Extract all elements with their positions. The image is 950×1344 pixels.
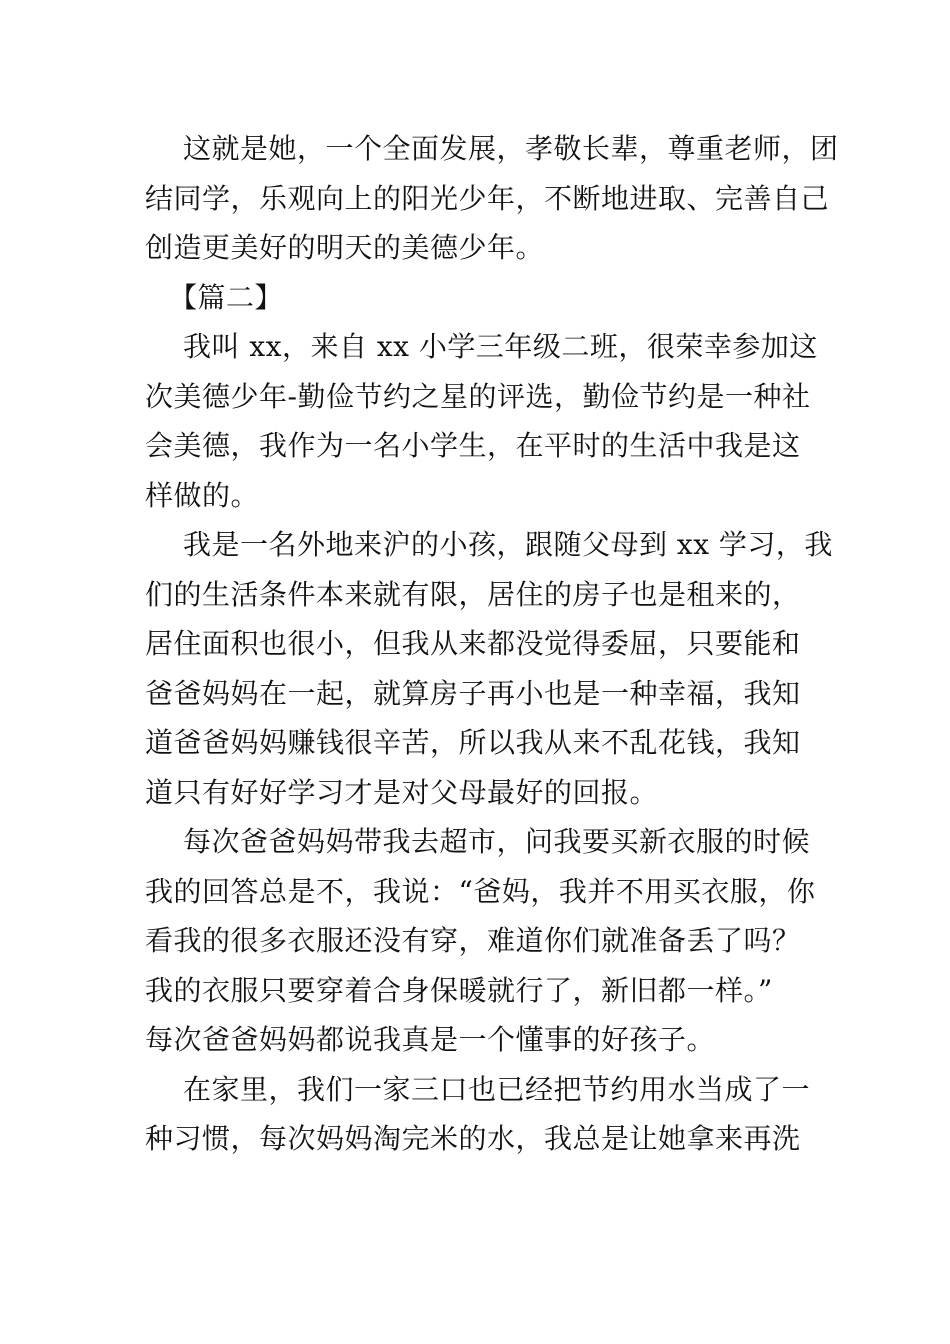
paragraph-1	[145, 124, 839, 273]
text-line: 爸爸妈妈在一起，就算房子再小也是一种幸福，我知	[145, 676, 801, 710]
paragraph-4	[145, 817, 816, 1065]
text-line: 居住面积也很小，但我从来都没觉得委屈，只要能和	[145, 627, 801, 660]
paragraph-3	[145, 520, 833, 817]
paragraph-5	[145, 1065, 810, 1164]
text-line: 在家里，我们一家三口也已经把节约用水当成了一	[183, 1072, 811, 1106]
text-line: 我的衣服只要穿着合身保暖就行了，新旧都一样。”	[145, 973, 773, 1007]
text-line: 种习惯，每次妈妈淘完米的水，我总是让她拿来再洗	[145, 1122, 801, 1155]
text-line: 次美德少年-勤俭节约之星的评选，勤俭节约是一种社	[145, 379, 811, 413]
text-line: 创造更美好的明天的美德少年。	[145, 231, 545, 264]
text-line: 我是一名外地来沪的小孩，跟随父母到 xx 学习，我	[183, 528, 833, 561]
text-line: 看我的很多衣服还没有穿，难道你们就准备丢了吗？	[145, 924, 801, 957]
text-line: 每次爸爸妈妈都说我真是一个懂事的好孩子。	[145, 1023, 716, 1056]
text-line: 这就是她，一个全面发展，孝敬长辈，尊重老师，团	[183, 132, 839, 165]
section-heading	[145, 273, 810, 323]
text-line: 我的回答总是不，我说：“爸妈，我并不用买衣服，你	[145, 874, 816, 908]
paragraph-2	[145, 322, 818, 520]
document-body	[145, 124, 839, 1164]
text-line: 道只有好好学习才是对父母最好的回报。	[145, 775, 659, 809]
text-line: 会美德，我作为一名小学生，在平时的生活中我是这	[145, 429, 801, 462]
text-line: 道爸爸妈妈赚钱很辛苦，所以我从来不乱花钱，我知	[145, 726, 801, 759]
text-line: 我叫 xx，来自 xx 小学三年级二班，很荣幸参加这	[183, 330, 818, 363]
heading-text: 【篇二】	[169, 280, 284, 314]
text-line: 每次爸爸妈妈带我去超市，问我要买新衣服的时候	[183, 825, 811, 858]
text-line: 样做的。	[145, 478, 260, 512]
text-line: 结同学，乐观向上的阳光少年，不断地进取、完善自己	[145, 181, 830, 215]
text-line: 们的生活条件本来就有限，居住的房子也是租来的，	[145, 577, 801, 611]
